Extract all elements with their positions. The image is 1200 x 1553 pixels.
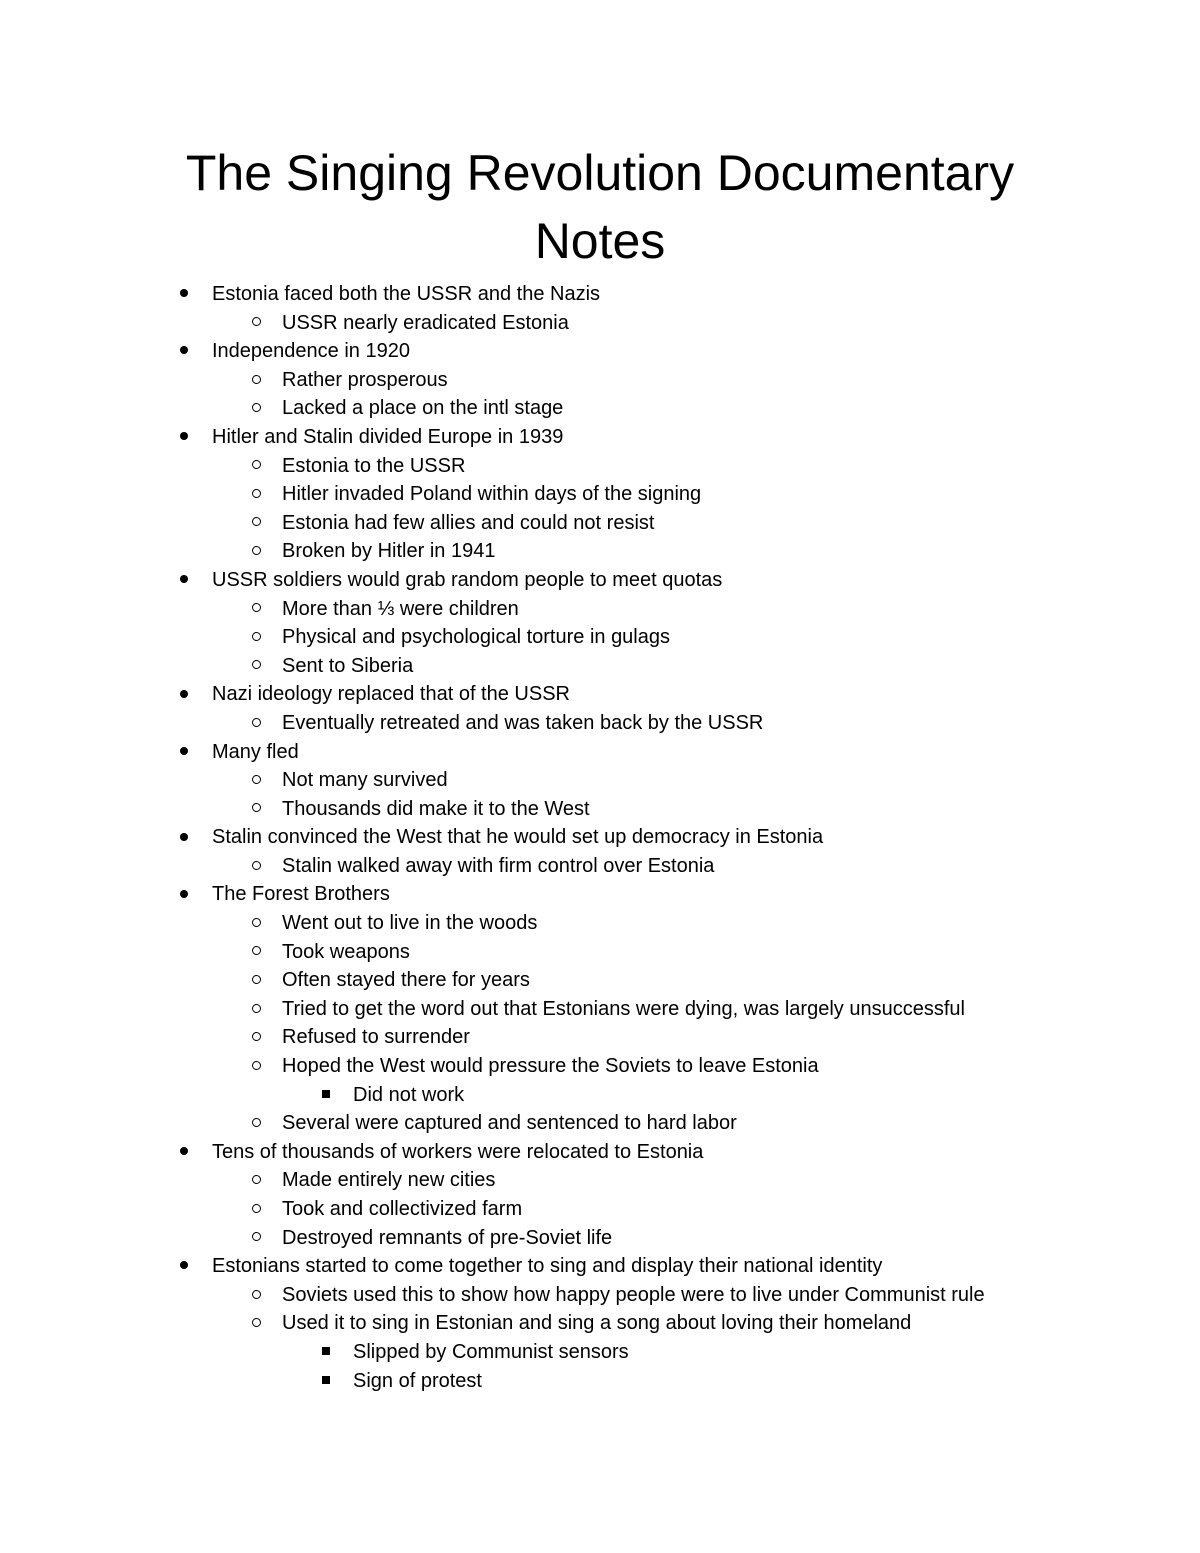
list-item — [0, 480, 1200, 509]
square-bullet-icon — [316, 1338, 336, 1367]
filled-bullet-icon — [174, 738, 194, 767]
hollow-bullet-icon — [246, 394, 266, 423]
list-item-text: Sign of protest — [353, 1369, 482, 1392]
hollow-bullet-icon — [246, 309, 266, 338]
list-item — [0, 680, 1200, 709]
list-item-text: Did not work — [353, 1083, 465, 1106]
list-item-text: Thousands did make it to the West — [282, 797, 590, 820]
list-item-text: Hoped the West would pressure the Soviets to leave Estonia — [282, 1055, 819, 1078]
list-item — [0, 909, 1200, 938]
hollow-bullet-icon — [246, 537, 266, 566]
list-item — [0, 623, 1200, 652]
list-item — [0, 1109, 1200, 1138]
list-item — [0, 309, 1200, 338]
list-item-text: Independence in 1920 — [212, 340, 410, 363]
hollow-bullet-icon — [246, 452, 266, 481]
filled-bullet-icon — [174, 1252, 194, 1281]
hollow-bullet-icon — [246, 966, 266, 995]
page-title-line-1: The Singing Revolution Documentary — [185, 145, 1015, 201]
list-item — [0, 938, 1200, 967]
list-item — [0, 1281, 1200, 1310]
list-item — [0, 1195, 1200, 1224]
list-item — [0, 566, 1200, 595]
filled-bullet-icon — [174, 423, 194, 452]
filled-bullet-icon — [174, 680, 194, 709]
list-item — [0, 1367, 1200, 1396]
list-item-text: Hitler and Stalin divided Europe in 1939 — [212, 425, 564, 448]
list-item — [0, 795, 1200, 824]
list-item-text: Often stayed there for years — [282, 969, 530, 992]
list-item — [0, 537, 1200, 566]
square-bullet-icon — [316, 1367, 336, 1396]
hollow-bullet-icon — [246, 938, 266, 967]
filled-bullet-icon — [174, 880, 194, 909]
hollow-bullet-icon — [246, 1195, 266, 1224]
list-item — [0, 766, 1200, 795]
page-title — [100, 139, 1100, 275]
list-item-text: Stalin walked away with firm control over Estonia — [282, 854, 715, 877]
notes-list — [0, 280, 1200, 1395]
filled-bullet-icon — [174, 337, 194, 366]
list-item-text: Slipped by Communist sensors — [353, 1340, 629, 1363]
list-item-text: Estonia faced both the USSR and the Nazis — [212, 283, 601, 305]
hollow-bullet-icon — [246, 1109, 266, 1138]
list-item-text: Stalin convinced the West that he would set up democracy in Estonia — [212, 826, 824, 849]
list-item — [0, 852, 1200, 881]
list-item-text: Took and collectivized farm — [282, 1198, 523, 1220]
list-item — [0, 823, 1200, 852]
list-item-text: More than ⅓ were children — [282, 597, 519, 620]
list-item — [0, 966, 1200, 995]
list-item — [0, 337, 1200, 366]
filled-bullet-icon — [174, 566, 194, 595]
list-item-text: Destroyed remnants of pre-Soviet life — [282, 1226, 613, 1249]
list-item — [0, 1166, 1200, 1195]
list-item — [0, 1138, 1200, 1167]
list-item-text: Refused to surrender — [282, 1026, 470, 1049]
list-item — [0, 1252, 1200, 1281]
list-item-text: Soviets used this to show how happy people were to live under Communist rule — [282, 1283, 985, 1306]
list-item-text: Sent to Siberia — [282, 654, 414, 677]
hollow-bullet-icon — [246, 1224, 266, 1253]
hollow-bullet-icon — [246, 709, 266, 738]
hollow-bullet-icon — [246, 1281, 266, 1310]
list-item-text: Used it to sing in Estonian and sing a song about loving their homeland — [282, 1312, 912, 1335]
hollow-bullet-icon — [246, 766, 266, 795]
list-item-text: Not many survived — [282, 769, 448, 792]
list-item — [0, 366, 1200, 395]
list-item-text: USSR soldiers would grab random people to meet quotas — [212, 568, 723, 591]
list-item-text: Several were captured and sentenced to hard labor — [282, 1112, 737, 1135]
list-item — [0, 652, 1200, 681]
hollow-bullet-icon — [246, 795, 266, 824]
hollow-bullet-icon — [246, 995, 266, 1024]
list-item — [0, 995, 1200, 1024]
list-item — [0, 509, 1200, 538]
hollow-bullet-icon — [246, 366, 266, 395]
hollow-bullet-icon — [246, 509, 266, 538]
list-item-text: Tens of thousands of workers were relocated to Estonia — [212, 1140, 704, 1163]
list-item-text: Took weapons — [282, 940, 410, 963]
list-item-text: Eventually retreated and was taken back by the USSR — [282, 711, 764, 734]
filled-bullet-icon — [174, 280, 194, 309]
list-item-text: Tried to get the word out that Estonians were dying, was largely unsuccessful — [282, 997, 965, 1020]
filled-bullet-icon — [174, 823, 194, 852]
list-item — [0, 452, 1200, 481]
list-item-text: Nazi ideology replaced that of the USSR — [212, 683, 570, 706]
list-item-text: Estonia to the USSR — [282, 454, 466, 477]
hollow-bullet-icon — [246, 595, 266, 624]
list-item-text: The Forest Brothers — [212, 883, 390, 906]
list-item — [0, 709, 1200, 738]
list-item-text: Lacked a place on the intl stage — [282, 397, 564, 420]
hollow-bullet-icon — [246, 1052, 266, 1081]
list-item — [0, 1224, 1200, 1253]
list-item-text: Estonia had few allies and could not resist — [282, 511, 655, 534]
list-item — [0, 738, 1200, 767]
square-bullet-icon — [316, 1081, 336, 1110]
hollow-bullet-icon — [246, 1023, 266, 1052]
list-item — [0, 394, 1200, 423]
list-item — [0, 595, 1200, 624]
list-item-text: USSR nearly eradicated Estonia — [282, 311, 569, 334]
hollow-bullet-icon — [246, 652, 266, 681]
list-item — [0, 280, 1200, 309]
list-item — [0, 1023, 1200, 1052]
list-item-text: Estonians started to come together to sing and display their national identity — [212, 1255, 883, 1278]
filled-bullet-icon — [174, 1138, 194, 1167]
hollow-bullet-icon — [246, 480, 266, 509]
list-item-text: Made entirely new cities — [282, 1169, 496, 1192]
list-item-text: Many fled — [212, 740, 299, 763]
list-item — [0, 423, 1200, 452]
list-item — [0, 1081, 1200, 1110]
list-item-text: Physical and psychological torture in gulags — [282, 626, 670, 649]
list-item-text: Went out to live in the woods — [282, 912, 538, 935]
list-item — [0, 1052, 1200, 1081]
hollow-bullet-icon — [246, 909, 266, 938]
list-item — [0, 1338, 1200, 1367]
list-item-text: Hitler invaded Poland within days of the signing — [282, 483, 702, 506]
list-item-text: Rather prosperous — [282, 368, 448, 391]
hollow-bullet-icon — [246, 852, 266, 881]
hollow-bullet-icon — [246, 1166, 266, 1195]
list-item — [0, 880, 1200, 909]
hollow-bullet-icon — [246, 623, 266, 652]
hollow-bullet-icon — [246, 1309, 266, 1338]
list-item-text: Broken by Hitler in 1941 — [282, 540, 496, 563]
page-title-line-2: Notes — [534, 213, 666, 269]
list-item — [0, 1309, 1200, 1338]
